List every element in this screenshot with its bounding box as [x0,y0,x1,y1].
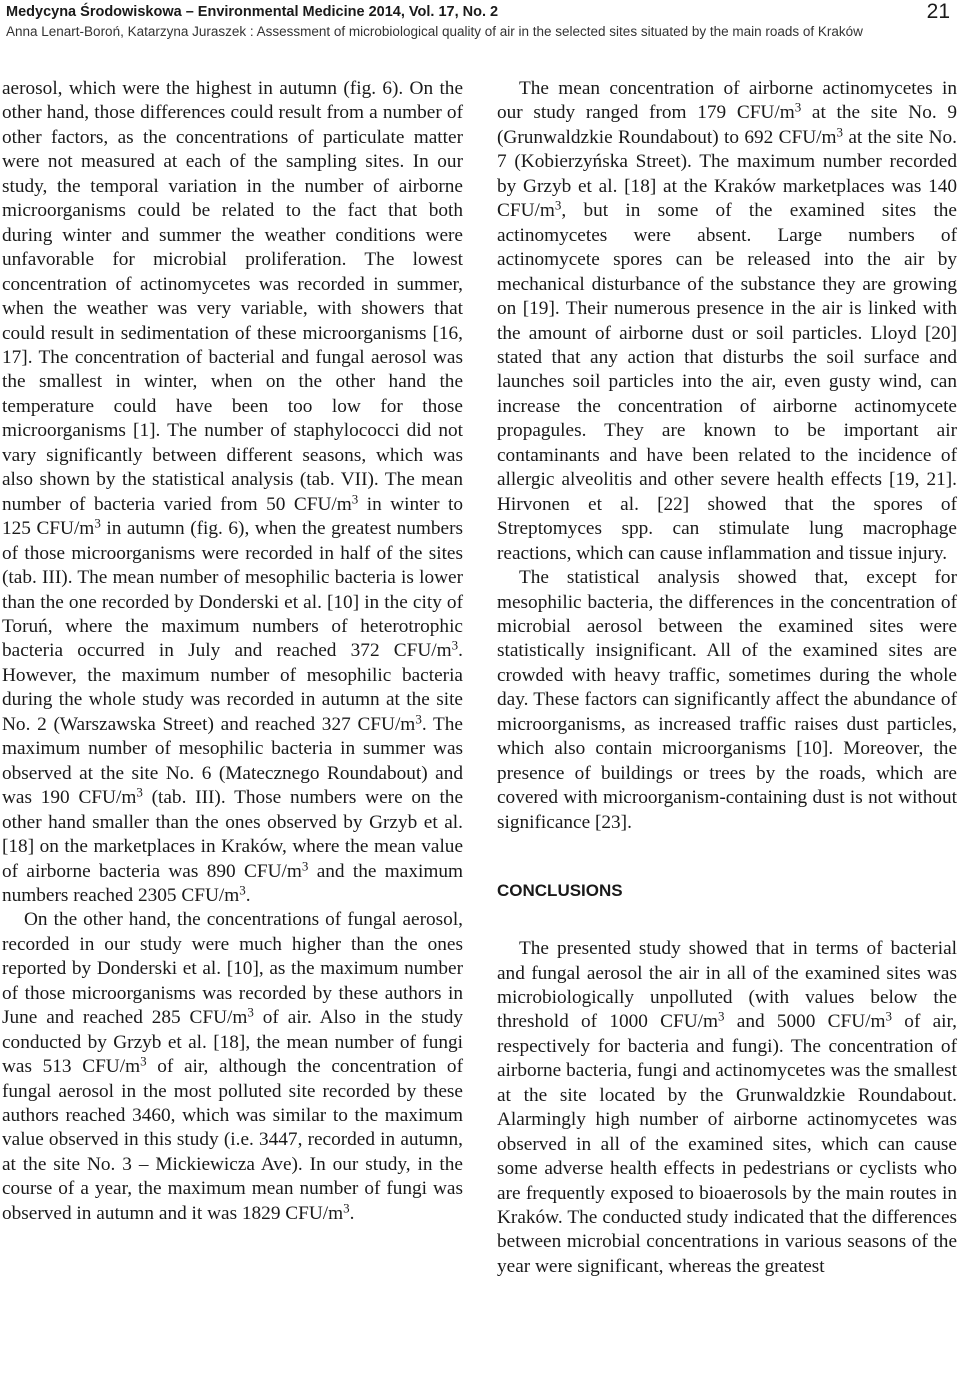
text-run: . [245,884,251,906]
superscript: 3 [247,1004,254,1020]
text-run: in winter to 125 CFU/m [2,493,463,540]
text-run: The presented study showed that in terms of bacterial and fungal aerosol the air in all of the examined sites was microbiologically unpolluted (with values below the threshold of 1000 CFU/m [497,938,957,1033]
superscript: 3 [351,491,359,507]
text-run: . The maximum number of mesophilic bacteria in summer was observed at the site No. 6 (Matecznego Roundabout) and was 190 CFU/m [2,713,463,809]
text-run: of air. Also in the study conducted by Grzyb et al. [18], the mean number of fungi was 513 CFU/m [2,1007,463,1078]
superscript: 3 [343,1200,350,1216]
text-run: On the other hand, the concentrations of fungal aerosol, recorded in our study were much higher than the ones reported by Donderski et al. [10], as the maximum number of those microorganisms was recorded by these authors in June and reached 285 CFU/m [2,909,463,1029]
superscript: 3 [451,637,459,653]
right-column [497,77,957,1279]
text-run: at the site No. 9 (Grunwaldzkie Roundabout) to 692 CFU/m [497,102,957,148]
conclusions-paragraph [497,937,957,1279]
superscript: 3 [885,1008,893,1024]
article-authors-title: Anna Lenart-Boroń, Katarzyna Juraszek : Assessment of microbiological quality of air in the selected sites situated by the main roads of Kraków [6,24,863,39]
text-run: . [349,1202,355,1224]
superscript: 3 [301,858,309,873]
superscript: 3 [794,99,802,115]
superscript: 3 [836,124,843,140]
superscript: 3 [140,1053,147,1069]
superscript: 3 [718,1008,725,1024]
page-number: 21 [926,0,950,23]
conclusions-heading: CONCLUSIONS [497,881,623,901]
left-paragraph-1 [2,77,463,908]
text-run: in autumn (fig. 6), when the greatest numbers of those microorganisms were recorded in half of the sites (tab. III). The mean number of mesophilic bacteria is lower than the one recorded by Donderski et al. [10] in the city of Toruń, where the maximum numbers of heterotrophic bacteria occurred in July and reached 372 CFU/m [2,518,464,662]
text-run: and 5000 CFU/m [724,1011,886,1033]
text-run: The mean concentration of airborne actinomycetes in our study ranged from 179 CFU/m [497,78,957,124]
running-head [6,2,954,42]
left-paragraph-2 [2,908,463,1226]
text-run: of air, although the concentration of fungal aerosol in the most polluted site recorded by these authors reached 3460, which was similar to the maximum value observed in this study (i.e. 3447, recorded in autumn, at the site No. 3 – Mickiewicza Ave). In our study, in the course of a year, the maximum mean number of fungi was observed in autumn and it was 1829 CFU/m [2,1056,463,1224]
text-run: at the site No. 7 (Kobierzyńska Street). The maximum number recorded by Grzyb et al. [18] at the Kraków marketplaces was 140 CFU/m [497,126,957,222]
journal-title: Medycyna Środowiskowa – Environmental Medicine 2014, Vol. 17, No. 2 [6,4,499,20]
superscript: 3 [94,515,101,531]
superscript: 3 [239,882,246,898]
text-run: of air, respectively for bacteria and fungi). The concentration of airborne bacteria, fungi and actinomycetes was the smallest at the site located by the Grunwaldzkie Roundabout. Alarmingly high number of airborne actinomycetes was observed in all of the examined sites, which can cause some adverse health effects in pedestrians or cyclists who are frequently exposed to bioaerosols by the main routes in Kraków. The conducted study indicated that the differences between microbial concentrations in various seasons of the year were significant, whereas the greatest [497,1011,957,1277]
text-run: (tab. III). Those numbers were on the other hand smaller than the ones observed by Grzyb et al. [18] on the marketplaces in Kraków, where the mean value of airborne bacteria was 890 CFU/m [2,787,464,882]
right-paragraph-1 [497,77,957,566]
text-run: and the maximum numbers reached 2305 CFU/m [2,860,463,906]
text-run: aerosol, which were the highest in autumn (fig. 6). On the other hand, those differences could result from a number of other factors, as the concentrations of particulate matter were not measured at each of the sampling sites. In our study, the temporal variation in the number of airborne microorganisms could be related to the fact that both during winter and summer the weather conditions were unfavorable for microbial proliferation. The lowest concentration of actinomycetes was recorded in summer, when the weather was very variable, with showers that could result in sedimentation of these microorganisms [16, 17]. The concentration of bacterial and fungal aerosol was the smallest in winter, when on the other hand the temperature could have been too low for those microorganisms [1]. The number of staphylococci did not vary significantly between different seasons, which was also shown by the statistical analysis (tab. VII). The mean number of bacteria varied from 50 CFU/m [2,78,463,515]
superscript: 3 [415,711,422,727]
right-paragraph-2: The statistical analysis showed that, except for mesophilic bacteria, the differences in the concentration of microbial aerosol between the examined sites were statistically insignificant. All of the examined sites are crowded with heavy traffic, sometimes during the whole day. These factors can significantly affect the abundance of microorganisms, as increased traffic raises dust particles, which also contain microorganisms [10]. Moreover, the presence of buildings or trees by the roads, which are covered with microorganism-containing dust is not without significance [23]. [497,567,957,833]
text-run: . However, the maximum number of mesophilic bacteria during the whole study was recorded in autumn at the site No. 2 (Warszawska Street) and reached 327 CFU/m [2,640,463,735]
left-column [2,77,463,1226]
superscript: 3 [136,784,143,800]
superscript: 3 [554,197,562,213]
text-run: , but in some of the examined sites the actinomycetes were absent. Large numbers of actinomycete spores can be released into the air by mechanical disturbance of the substance they are growing on [19]. Their numerous presence in the air is linked with the amount of airborne dust or soil particles. Lloyd [20] stated that any action that disturbs the soil surface and launches soil particles into the air, even gusty wind, can increase the concentration of airborne actinomycete propagules. They are known to be important air contaminants and have been related to the incidence of allergic alveolitis and other severe health effects [19, 21]. Hirvonen et al. [22] showed that the spores of Streptomyces spp. can stimulate lung macrophage reactions, which can cause inflammation and tissue injury. [497,200,957,564]
